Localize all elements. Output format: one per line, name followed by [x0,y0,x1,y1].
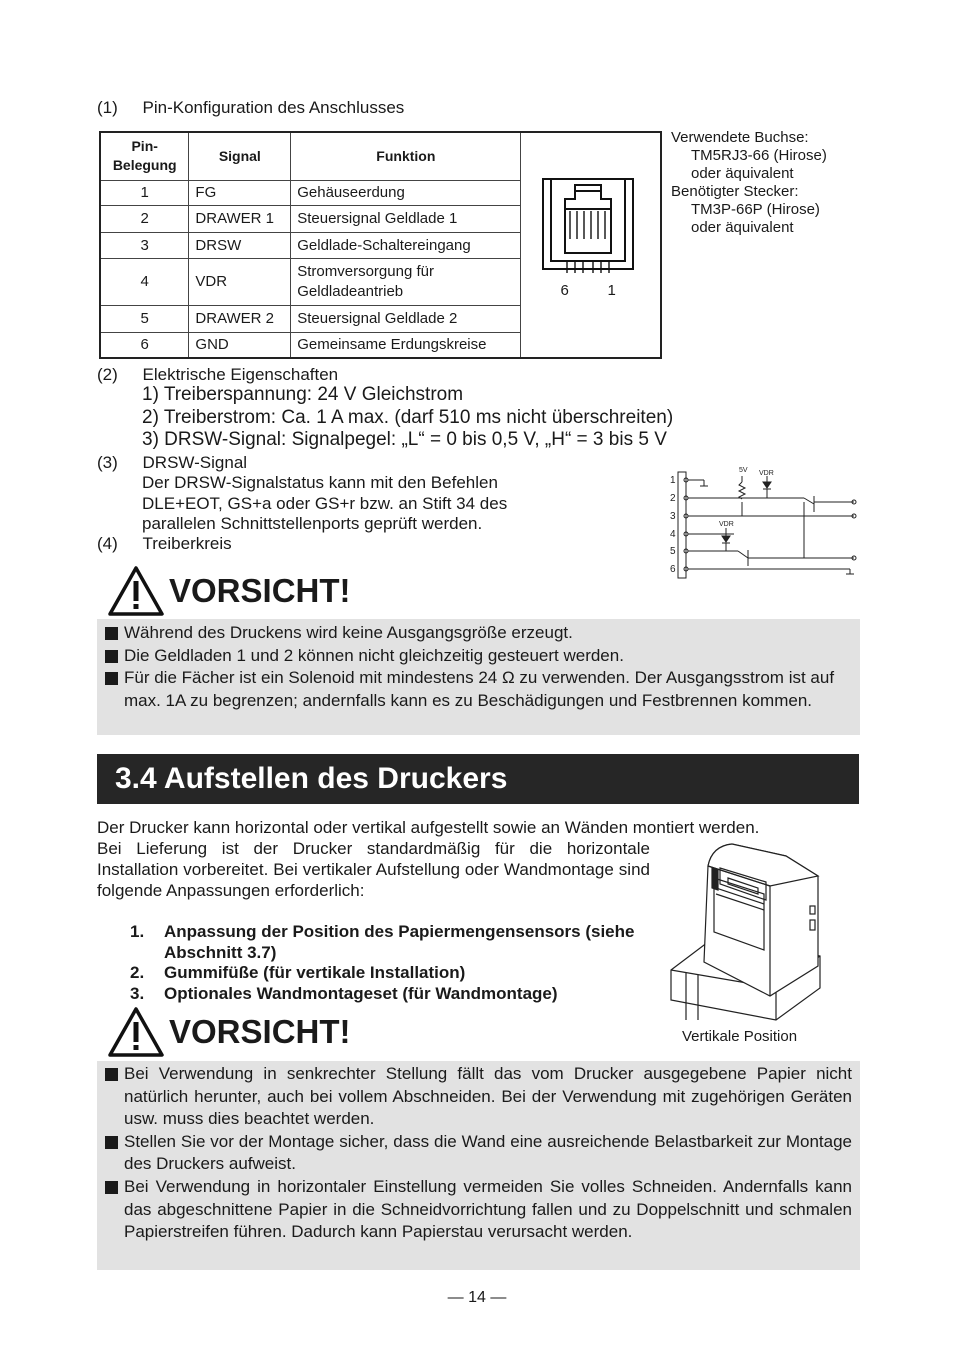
note-socket-label: Verwendete Buchse: [671,129,809,146]
step-3-number: 3. [130,983,145,1003]
section1-heading [97,97,404,118]
note-socket-part: TM5RJ3-66 (Hirose) [691,147,827,164]
caution2-box [97,1061,860,1270]
note-socket-equiv: oder äquivalent [691,165,794,182]
spec-voltage: 1) Treiberspannung: 24 V Gleichstrom [142,384,464,405]
caution1-title: VORSICHT! [169,572,351,609]
step-3 [130,984,640,1005]
row2-function: Steuersignal Geldlade 1 [291,205,521,232]
circuit-pin-2: 2 [670,493,676,504]
caution1-item-3-text: Für die Fächer ist ein Solenoid mit mindestens 24 Ω zu verwenden. Der Ausgangsstrom ist auf max. 1A zu begrenzen; andernfalls kann es zu Beschädigungen und Festbrennen kommen. [124,668,835,710]
row2-signal: DRAWER 1 [189,205,291,232]
row6-function: Gemeinsame Erdungskreise [291,332,521,358]
circuit-vdr-top-label: VDR [759,470,774,477]
caution2-item-1-text: Bei Verwendung in senkrechter Stellung fällt das vom Drucker ausgegebene Papier nicht natürlich herunter, auch bei vollem Abschneiden. Bei der Verwendung mit zugehörigen Geräten usw. muss dies beachtet werden. [124,1064,852,1129]
circuit-pin-5: 5 [670,546,676,557]
step-2 [130,963,640,984]
step-1-number: 1. [130,922,145,941]
caution2-item-3-text: Bei Verwendung in horizontaler Einstellung vermeiden Sie volles Schneiden. Andernfalls kann das abgeschnittene Papier in die Schneidvorrichtung fallen und zu Doppelschnitt und schmalen Papierstreifen führen. Dadurch kann Papierstau verursacht werden. [124,1176,852,1242]
circuit-pin-3: 3 [670,511,676,522]
driver-circuit-diagram [664,462,864,582]
section3-line1: Der DRSW-Signalstatus kann mit den Befehlen [142,473,498,493]
note-plug-equiv: oder äquivalent [691,219,794,236]
circuit-vdr-mid-label: VDR [719,521,734,528]
step-2-number: 2. [130,963,145,982]
row4-function-line1: Stromversorgung für [297,262,434,280]
circuit-pin-4: 4 [670,529,676,540]
section-3-4-title: 3.4 Aufstellen des Druckers [97,754,859,804]
step-1-text: Anpassung der Position des Papiermengensensors (siehe Abschnitt 3.7) [164,922,635,962]
section1-number: (1) [97,98,118,117]
caution2-item-2-text: Stellen Sie vor der Montage sicher, dass die Wand eine ausreichende Belastbarkeit zur Montage des Druckers aufweist. [124,1131,852,1174]
caution1-item-1 [97,622,852,645]
section4-title: Treiberkreis [142,534,232,554]
step-2-text: Gummifüße (für vertikale Installation) [164,963,466,982]
bullet-square-icon [105,1181,118,1194]
spec-current: 2) Treiberstrom: Ca. 1 A max. (darf 510 ms nicht überschreiten) [142,406,674,428]
row5-signal: DRAWER 2 [189,305,291,332]
spec-drsw-level: 3) DRSW-Signal: Signalpegel: „L“ = 0 bis 0,5 V, „H“ = 3 bis 5 V [142,429,667,450]
section1-title: Pin-Konfiguration des Anschlusses [142,98,405,117]
jack-label-left: 6 [560,282,569,299]
jack-label-right: 1 [607,282,616,299]
row5-function: Steuersignal Geldlade 2 [291,305,521,332]
section4-number: (4) [97,534,118,554]
header-pin [100,132,189,180]
section34-intro-first: Der Drucker kann horizontal oder vertikal aufgestellt sowie an Wänden montiert werden. [97,818,760,837]
section2-heading [97,364,338,385]
bullet-square-icon [105,1136,118,1149]
caution2-item-2 [97,1131,852,1176]
connector-notes [671,129,827,237]
row3-function: Geldlade-Schaltereingang [291,232,521,258]
header-pin-line2: Belegung [112,157,177,174]
row3-signal: DRSW [189,232,291,258]
row1-function: Gehäuseerdung [291,180,521,205]
section34-steps [130,922,640,1004]
step-1 [130,922,640,963]
caution2-item-1 [97,1063,852,1131]
row6-pin: 6 [100,332,189,358]
caution1-header [107,565,351,617]
caution1-item-2 [97,645,852,668]
header-function: Funktion [291,132,521,180]
caution1-item-1-text: Während des Druckens wird keine Ausgangsgröße erzeugt. [124,623,573,642]
jack-diagram-cell [521,132,661,358]
section3-line2: DLE+EOT, GS+a oder GS+r bzw. an Stift 34 des [142,493,508,513]
caution2-title: VORSICHT! [169,1013,351,1050]
row2-pin: 2 [100,205,189,232]
pin-configuration-table [99,131,662,359]
bullet-square-icon [105,672,118,685]
caution2-item-3 [97,1176,852,1244]
row3-pin: 3 [100,232,189,258]
section3 [97,453,507,554]
circuit-pin-6: 6 [670,564,676,575]
header-pin-line1: Pin- [131,138,158,155]
warning-triangle-icon [107,565,165,617]
bullet-square-icon [105,627,118,640]
header-signal: Signal [189,132,291,180]
page-number: — 14 — [447,1289,507,1306]
circuit-pin-1: 1 [670,475,676,486]
vertical-printer-illustration [668,838,828,1023]
section2-list [142,384,673,452]
row4-function [291,258,521,305]
figure-caption: Vertikale Position [682,1028,798,1045]
bullet-square-icon [105,1068,118,1081]
row1-pin: 1 [100,180,189,205]
note-plug-part: TM3P-66P (Hirose) [691,201,820,218]
table-header-row [100,132,661,180]
section3-line3: parallelen Schnittstellenports geprüft werden. [142,513,483,533]
row5-pin: 5 [100,305,189,332]
row6-signal: GND [189,332,291,358]
section34-intro-rest: Bei Lieferung ist der Drucker standardmäßig für die horizontale Installation vorbereitet. Bei vertikaler Aufstellung oder Wandmontage sind folgende Anpassungen erforderlich: [97,839,650,900]
caution1-item-2-text: Die Geldladen 1 und 2 können nicht gleichzeitig gesteuert werden. [124,645,624,665]
warning-triangle-icon [107,1006,165,1058]
caution1-box [97,619,860,735]
bullet-square-icon [105,650,118,663]
row4-signal: VDR [189,258,291,305]
row4-pin: 4 [100,258,189,305]
section2-number: (2) [97,365,118,384]
circuit-5v-label: 5V [739,467,748,474]
row1-signal: FG [189,180,291,205]
section3-title: DRSW-Signal [142,453,248,472]
rj-jack-icon [521,133,660,359]
caution1-item-3 [97,667,852,712]
row4-function-line2: Geldladeantrieb [297,282,404,300]
note-plug-label: Benötigter Stecker: [671,183,799,200]
caution2-header [107,1006,351,1058]
step-3-text: Optionales Wandmontageset (für Wandmontage) [164,983,558,1003]
section2-title: Elektrische Eigenschaften [142,365,339,384]
section3-number: (3) [97,453,118,472]
